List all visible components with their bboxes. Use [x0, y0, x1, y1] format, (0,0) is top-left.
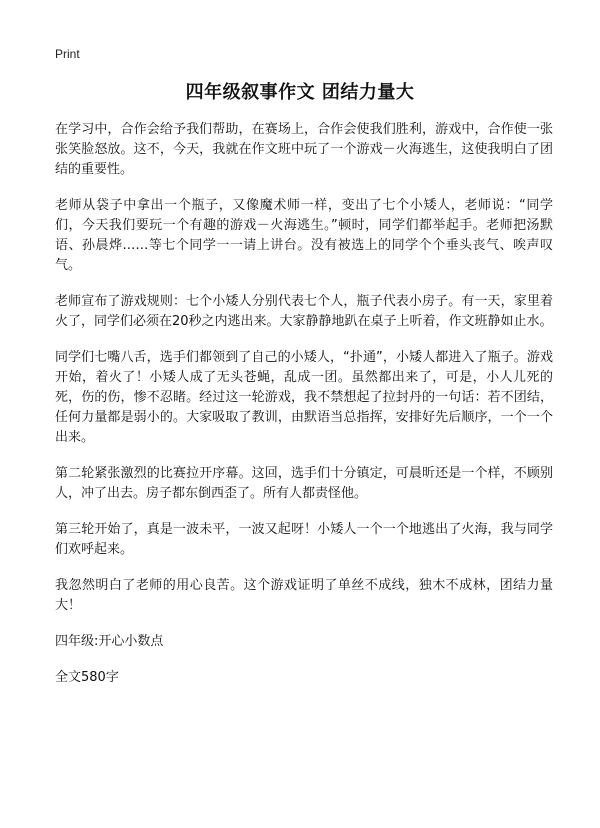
- print-label: Print: [55, 47, 80, 61]
- paragraph: 在学习中，合作会给予我们帮助，在赛场上，合作会使我们胜利，游戏中，合作使一张张笑脸怒放。这不，今天，我就在作文班中玩了一个游戏－火海逃生，这使我明白了团结的重要性。: [55, 122, 553, 177]
- paragraph: 第二轮紧张激烈的比赛拉开序幕。这回，选手们十分镇定，可晨昕还是一个样，不顾别人，冲了出去。房子都东倒西歪了。所有人都责怪他。: [55, 466, 553, 501]
- paragraph: 我忽然明白了老师的用心良苦。这个游戏证明了单丝不成线，独木不成林，团结力量大！: [55, 578, 553, 613]
- grade-author-line: 四年级:开心小数点: [55, 634, 164, 649]
- paragraph: 同学们七嘴八舌，选手们都领到了自己的小矮人，“扑通”，小矮人都进入了瓶子。游戏开始，着火了！小矮人成了无头苍蝇，乱成一团。虽然都出来了，可是，小人儿死的死，伤的伤，惨不忍睹。经过这一轮游戏，我不禁想起了拉封丹的一句话：若不团结，任何力量都是弱小的。大家吸取了教训，由默语当总指挥，安排好先后顺序，一个一个出来。: [55, 350, 553, 445]
- word-count-line: 全文580字: [55, 670, 119, 685]
- paragraph: 老师从袋子中拿出一个瓶子，又像魔术师一样，变出了七个小矮人，老师说：“同学们，今天我们要玩一个有趣的游戏－火海逃生。”顿时，同学们都举起手。老师把汤默语、孙晨烨……等七个同学一一请上讲台。没有被选上的同学个个垂头丧气、唉声叹气。: [55, 198, 553, 273]
- article-title: 四年级叙事作文 团结力量大: [185, 82, 415, 103]
- paragraph: 第三轮开始了，真是一波未平，一波又起呀！小矮人一个一个地逃出了火海，我与同学们欢呼起来。: [55, 522, 553, 557]
- paragraph: 老师宣布了游戏规则：七个小矮人分别代表七个人，瓶子代表小房子。有一天，家里着火了，同学们必须在20秒之内逃出来。大家静静地趴在桌子上听着，作文班静如止水。: [55, 294, 553, 329]
- article-body: [55, 120, 553, 704]
